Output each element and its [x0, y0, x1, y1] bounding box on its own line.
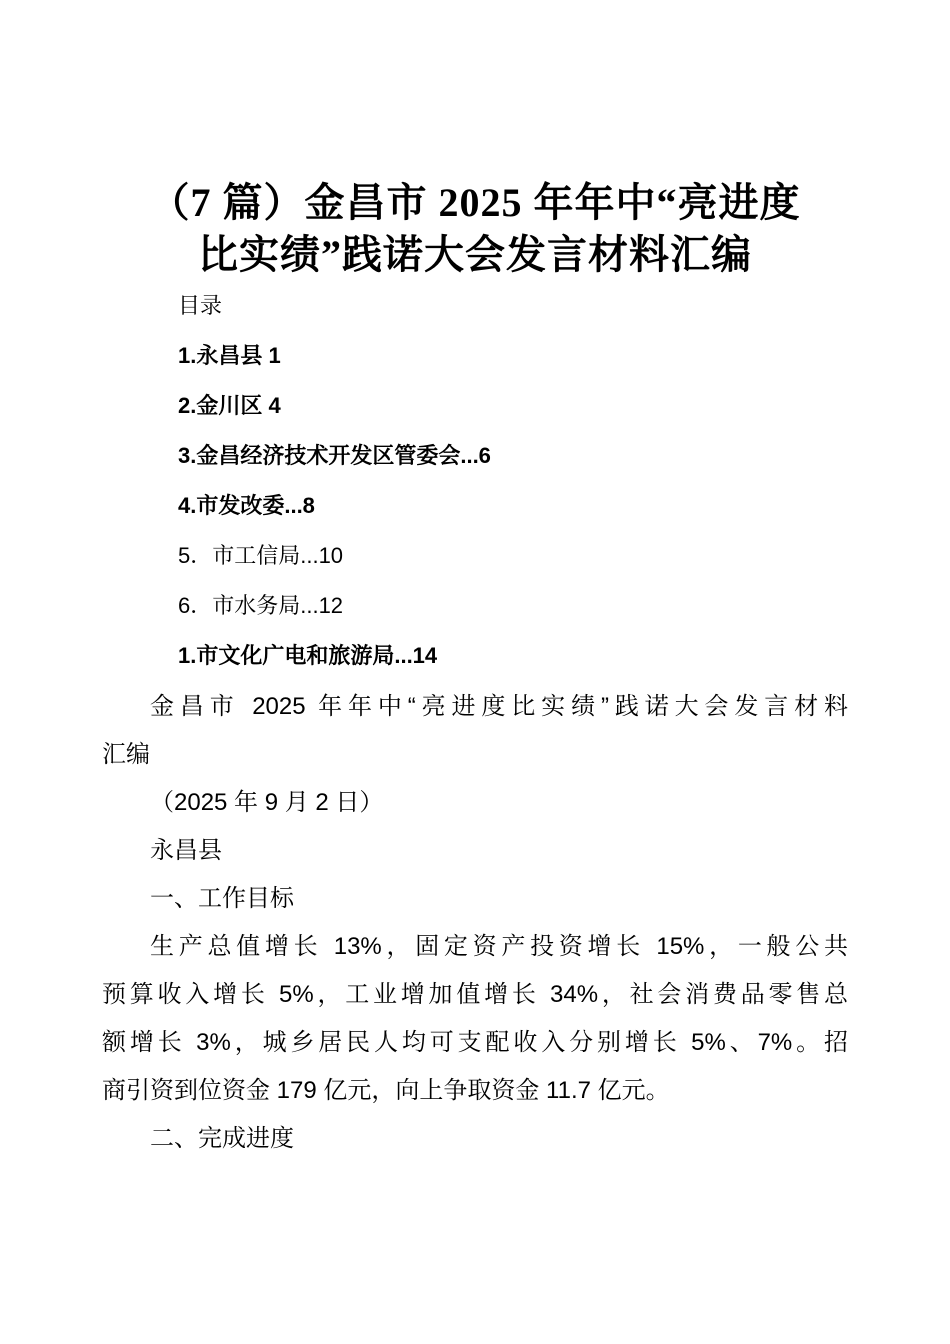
body-line: 永昌县: [150, 837, 222, 864]
body-line: 生产总值增长 13%，固定资产投资增长 15%，一般公共: [150, 933, 848, 960]
body-line: 金昌市 2025 年年中“亮进度比实绩”践诺大会发言材料: [150, 693, 848, 720]
document-title-line-1: （7 篇）金昌市 2025 年年中“亮进度: [149, 180, 801, 225]
document-title-line-2: 比实绩”践诺大会发言材料汇编: [198, 232, 752, 277]
document-title: [102, 177, 848, 281]
toc-item: 3.金昌经济技术开发区管委会...6: [178, 443, 491, 468]
body-line: 二、完成进度: [150, 1125, 294, 1152]
body-line: 预算收入增长 5%，工业增加值增长 34%，社会消费品零售总: [102, 981, 848, 1008]
toc-heading: 目录: [178, 293, 223, 318]
body-line: 商引资到位资金 179 亿元，向上争取资金 11.7 亿元。: [102, 1077, 670, 1104]
toc-list: [102, 331, 848, 681]
toc-item: 5．市工信局...10: [178, 543, 344, 568]
toc-item: 4.市发改委...8: [178, 493, 315, 518]
toc-item: 1.永昌县 1: [178, 343, 281, 368]
body-line: 汇编: [102, 741, 150, 768]
body-text: [102, 683, 848, 1163]
toc-item: 2.金川区 4: [178, 393, 281, 418]
toc-item: 1.市文化广电和旅游局...14: [178, 643, 438, 668]
toc-item: 6．市水务局...12: [178, 593, 344, 618]
body-line: 额增长 3%，城乡居民人均可支配收入分别增长 5%、7%。招: [102, 1029, 848, 1056]
body-line: （2025 年 9 月 2 日）: [150, 789, 384, 816]
body-line: 一、工作目标: [150, 885, 294, 912]
